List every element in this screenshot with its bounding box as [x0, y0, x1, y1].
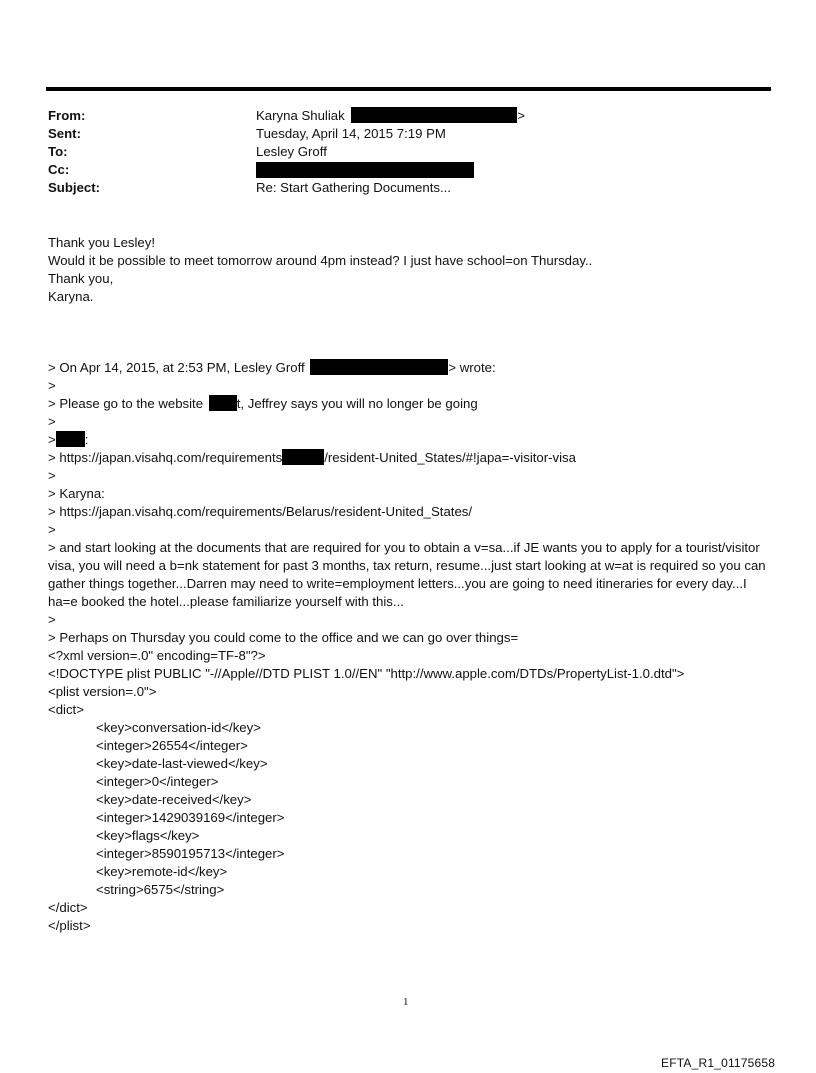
plist-entry: <integer>1429039169</integer>	[96, 810, 285, 825]
page-number: 1	[403, 996, 409, 1008]
reply-body	[48, 234, 768, 306]
bates-number: EFTA_R1_01175658	[661, 1056, 776, 1070]
from-name: Karyna Shuliak	[256, 108, 345, 123]
subject-value: Re: Start Gathering Documents...	[256, 180, 451, 195]
plist-line: </dict>	[48, 900, 88, 915]
redaction-box	[351, 107, 517, 123]
quoted-text: > Please go to the website	[48, 396, 204, 411]
sent-label: Sent:	[48, 126, 81, 141]
quoted-gt: >	[48, 432, 56, 447]
redaction-box	[56, 431, 85, 447]
plist-entry: <integer>26554</integer>	[96, 738, 248, 753]
quoted-text: t, Jeffrey says you will no longer be going	[236, 396, 478, 411]
quoted-link: > https://japan.visahq.com/requirements	[48, 450, 283, 465]
quoted-line	[48, 359, 768, 377]
quoted-line: > https://japan.visahq.com/requirements/Belarus/resident-United_States/	[48, 504, 473, 519]
quoted-line: >	[48, 378, 56, 393]
plist-entry: <key>flags</key>	[96, 828, 200, 843]
to-value: Lesley Groff	[256, 144, 327, 159]
quoted-line	[48, 431, 768, 449]
quoted-line	[48, 449, 768, 467]
redaction-box	[256, 162, 474, 178]
from-value	[256, 107, 525, 125]
plist-entry: <key>conversation-id</key>	[96, 720, 261, 735]
quoted-message	[48, 359, 768, 935]
quoted-line	[48, 395, 768, 413]
plist-line: <!DOCTYPE plist PUBLIC "-//Apple//DTD PLIST 1.0//EN" "http://www.apple.com/DTDs/PropertyList-1.0.dtd">	[48, 666, 685, 681]
redaction-box	[310, 359, 448, 375]
plist-entry: <key>date-received</key>	[96, 792, 252, 807]
cc-value	[256, 162, 474, 180]
quoted-line: >	[48, 414, 56, 429]
quoted-line: >	[48, 468, 56, 483]
quoted-attribution-end: > wrote:	[448, 360, 496, 375]
plist-line: <?xml version=.0" encoding=TF-8"?>	[48, 648, 266, 663]
plist-entry: <integer>0</integer>	[96, 774, 219, 789]
quoted-line: > Perhaps on Thursday you could come to the office and we can go over things=	[48, 630, 519, 645]
subject-label: Subject:	[48, 180, 101, 195]
sent-value: Tuesday, April 14, 2015 7:19 PM	[256, 126, 446, 141]
quoted-attribution: > On Apr 14, 2015, at 2:53 PM, Lesley Groff	[48, 360, 305, 375]
quoted-paragraph: > and start looking at the documents that are required for you to obtain a v=sa...if JE wants you to apply for a tourist/visitor visa, you will need a b=nk statement for past 3 months, tax return, resume...just start looking at w=at is required so you can gather things together...Darren may need to write=employment letters...you are going to need itineraries for every day...I ha=e booked the hotel...please familiarize yourself with this...	[48, 540, 766, 609]
quoted-line: >	[48, 522, 56, 537]
quoted-link: /resident-United_States/#!japa=-visitor-visa	[324, 450, 576, 465]
to-label: To:	[48, 144, 68, 159]
plist-entry: <key>date-last-viewed</key>	[96, 756, 268, 771]
plist-entry: <key>remote-id</key>	[96, 864, 228, 879]
plist-entry: <integer>8590195713</integer>	[96, 846, 285, 861]
reply-line: Would it be possible to meet tomorrow around 4pm instead? I just have school=on Thursday..	[48, 253, 593, 268]
plist-line: <dict>	[48, 702, 84, 717]
quoted-text: :	[84, 432, 89, 447]
quoted-line: > Karyna:	[48, 486, 105, 501]
reply-line: Thank you,	[48, 271, 114, 286]
reply-line: Thank you Lesley!	[48, 235, 156, 250]
redaction-box	[282, 449, 324, 465]
plist-line: <plist version=.0">	[48, 684, 157, 699]
plist-entry: <string>6575</string>	[96, 882, 225, 897]
redaction-box	[209, 395, 237, 411]
plist-line: </plist>	[48, 918, 91, 933]
quoted-line: >	[48, 612, 56, 627]
reply-line: Karyna.	[48, 289, 94, 304]
from-suffix: >	[517, 108, 526, 123]
header-rule	[46, 87, 771, 91]
cc-label: Cc:	[48, 162, 70, 177]
from-label: From:	[48, 108, 86, 123]
